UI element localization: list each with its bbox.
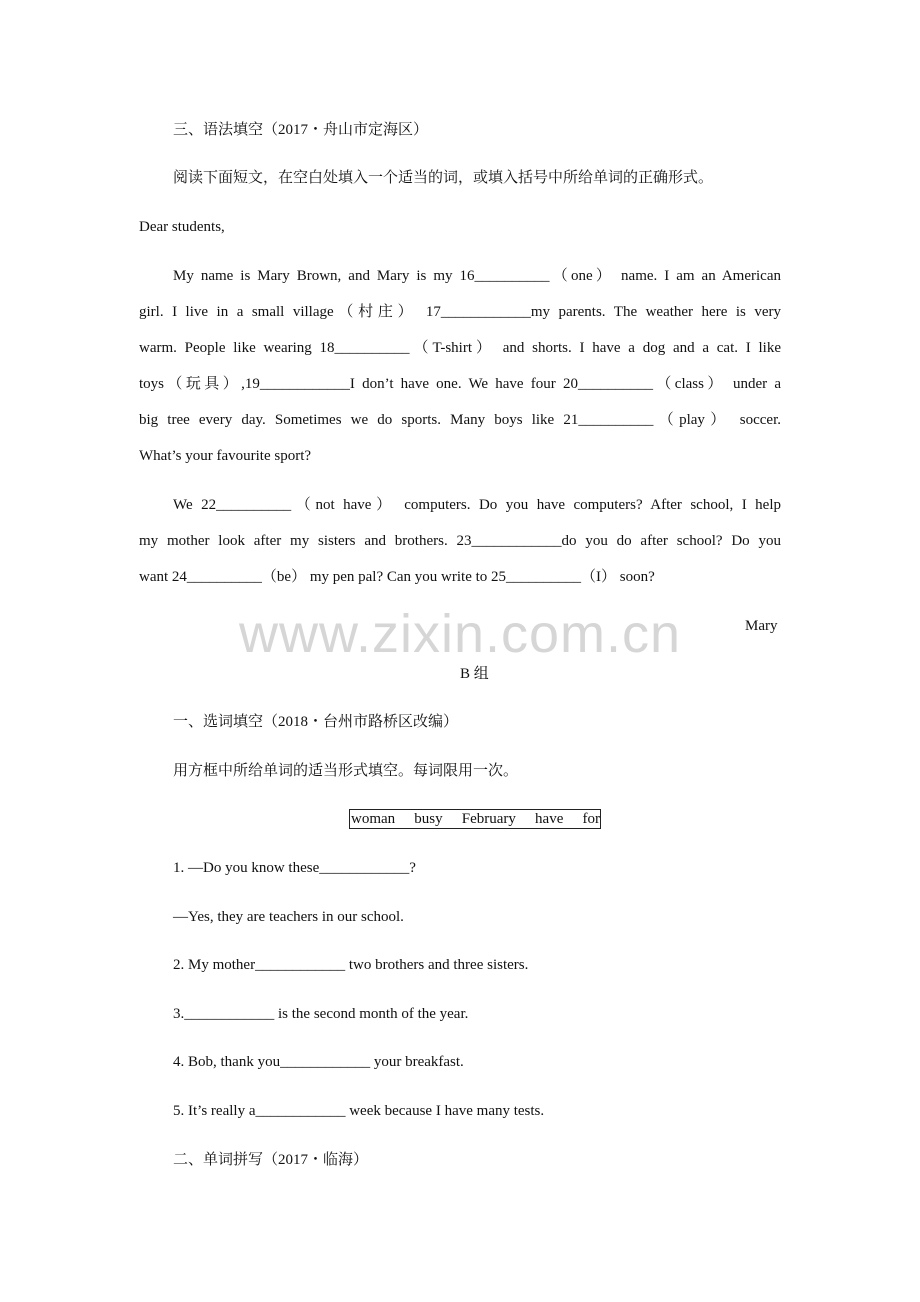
letter-line: big tree every day. Sometimes we do sports. Many boys like 21__________（play） soccer. [139,412,781,428]
letter-line: We 22__________（not have） computers. Do you have computers? After school, I help [173,497,781,513]
section-heading: 三、语法填空（2017・舟山市定海区） [173,122,429,138]
question-item: 1. —Do you know these____________? [173,860,416,876]
letter-line: My name is Mary Brown, and Mary is my 16__________（one） name. I am an American [173,268,781,284]
letter-line: my mother look after my sisters and brothers. 23____________do you do after school? Do you [139,533,781,549]
word-box [349,809,601,829]
word-box-item: woman [351,811,396,827]
letter-signature: Mary [745,618,778,634]
word-box-item: busy [414,811,443,827]
section-heading: 一、选词填空（2018・台州市路桥区改编） [173,714,459,730]
letter-line: What’s your favourite sport? [139,448,312,464]
question-answer: —Yes, they are teachers in our school. [173,909,404,925]
question-item: 3.____________ is the second month of the year. [173,1006,469,1022]
section-instruction: 用方框中所给单词的适当形式填空。每词限用一次。 [173,763,519,779]
letter-line: girl. I live in a small village（村庄） 17____________my parents. The weather here is very [139,304,781,320]
group-title: B 组 [460,666,489,682]
section-instruction: 阅读下面短文，在空白处填入一个适当的词，或填入括号中所给单词的正确形式。 [173,170,714,186]
word-box-item: February [461,811,516,827]
word-box-item: for [582,811,600,827]
letter-line: warm. People like wearing 18__________（T-shirt） and shorts. I have a dog and a cat. I like [139,340,781,356]
letter-line: toys（玩具）,19____________I don’t have one. We have four 20__________（class） under a [139,376,781,392]
letter-salutation: Dear students, [139,219,225,235]
word-box-item: have [535,811,564,827]
question-item: 4. Bob, thank you____________ your breakfast. [173,1054,464,1070]
watermark: www.zixin.com.cn [238,604,682,664]
letter-line: want 24__________（be） my pen pal? Can you write to 25__________（I） soon? [139,569,655,585]
section-heading: 二、单词拼写（2017・临海） [173,1152,369,1168]
question-item: 2. My mother____________ two brothers and three sisters. [173,957,529,973]
question-item: 5. It’s really a____________ week because I have many tests. [173,1103,545,1119]
